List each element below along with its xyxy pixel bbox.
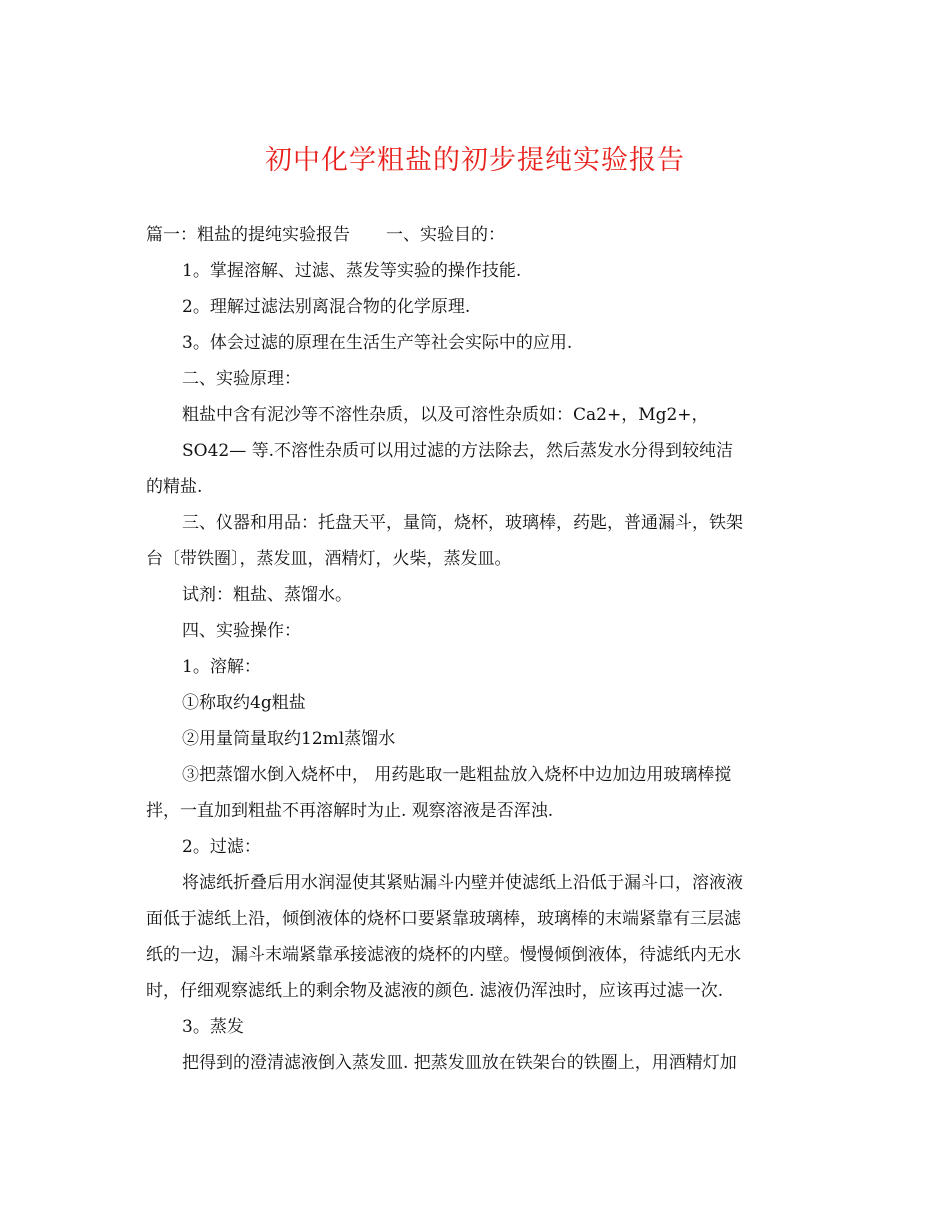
section-heading: 二、实验原理：: [182, 369, 301, 389]
paragraph-line: 把得到的澄清滤液倒入蒸发皿. 把蒸发皿放在铁架台的铁圈上，用酒精灯加: [182, 1053, 737, 1073]
paragraph-line: ②用量筒量取约12ml蒸馏水: [182, 729, 396, 749]
paragraph-line: ①称取约4g粗盐: [182, 693, 306, 713]
paragraph-line: 拌，一直加到粗盐不再溶解时为止. 观察溶液是否浑浊.: [146, 801, 554, 821]
step-heading: 2。过滤：: [182, 837, 261, 857]
step-heading: 3。蒸发: [182, 1017, 244, 1037]
paragraph-line: 1。掌握溶解、过滤、蒸发等实验的操作技能.: [182, 261, 522, 281]
section-header-line: [146, 217, 806, 253]
paragraph-line: 试剂：粗盐、蒸馏水。: [182, 585, 352, 605]
paragraph-line: 将滤纸折叠后用水润湿使其紧贴漏斗内壁并使滤纸上沿低于漏斗口，溶液液: [182, 873, 743, 893]
page-title: 初中化学粗盐的初步提纯实验报告: [265, 145, 685, 176]
section-heading-purpose: 一、实验目的：: [386, 225, 505, 245]
paragraph-line: ③把蒸馏水倒入烧杯中， 用药匙取一匙粗盐放入烧杯中边加边用玻璃棒搅: [182, 765, 732, 785]
paragraph-line: 粗盐中含有泥沙等不溶性杂质，以及可溶性杂质如：Ca2+，Mg2+，: [182, 405, 709, 425]
paragraph-line: 的精盐.: [146, 477, 203, 497]
document-body: [146, 217, 806, 1081]
paragraph-line: 3。体会过滤的原理在生活生产等社会实际中的应用.: [182, 333, 573, 353]
paragraph-line: SO42— 等.不溶性杂质可以用过滤的方法除去，然后蒸发水分得到较纯洁: [182, 441, 734, 461]
section-heading: 四、实验操作：: [182, 621, 301, 641]
section-heading: 三、仪器和用品：托盘天平，量筒，烧杯，玻璃棒，药匙，普通漏斗，铁架: [182, 513, 743, 533]
paragraph-line: 时，仔细观察滤纸上的剩余物及滤液的颜色. 滤液仍浑浊时，应该再过滤一次.: [146, 981, 724, 1001]
paragraph-line: 台〔带铁圈〕，蒸发皿，酒精灯，火柴，蒸发皿。: [146, 549, 512, 569]
paragraph-line: 2。理解过滤法别离混合物的化学原理.: [182, 297, 471, 317]
article-heading: 篇一：粗盐的提纯实验报告: [146, 225, 350, 245]
paragraph-line: 纸的一边，漏斗末端紧靠承接滤液的烧杯的内壁。慢慢倾倒液体，待滤纸内无水: [146, 945, 741, 965]
paragraph-line: 面低于滤纸上沿，倾倒液体的烧杯口要紧靠玻璃棒，玻璃棒的末端紧靠有三层滤: [146, 909, 741, 929]
step-heading: 1。溶解：: [182, 657, 261, 677]
